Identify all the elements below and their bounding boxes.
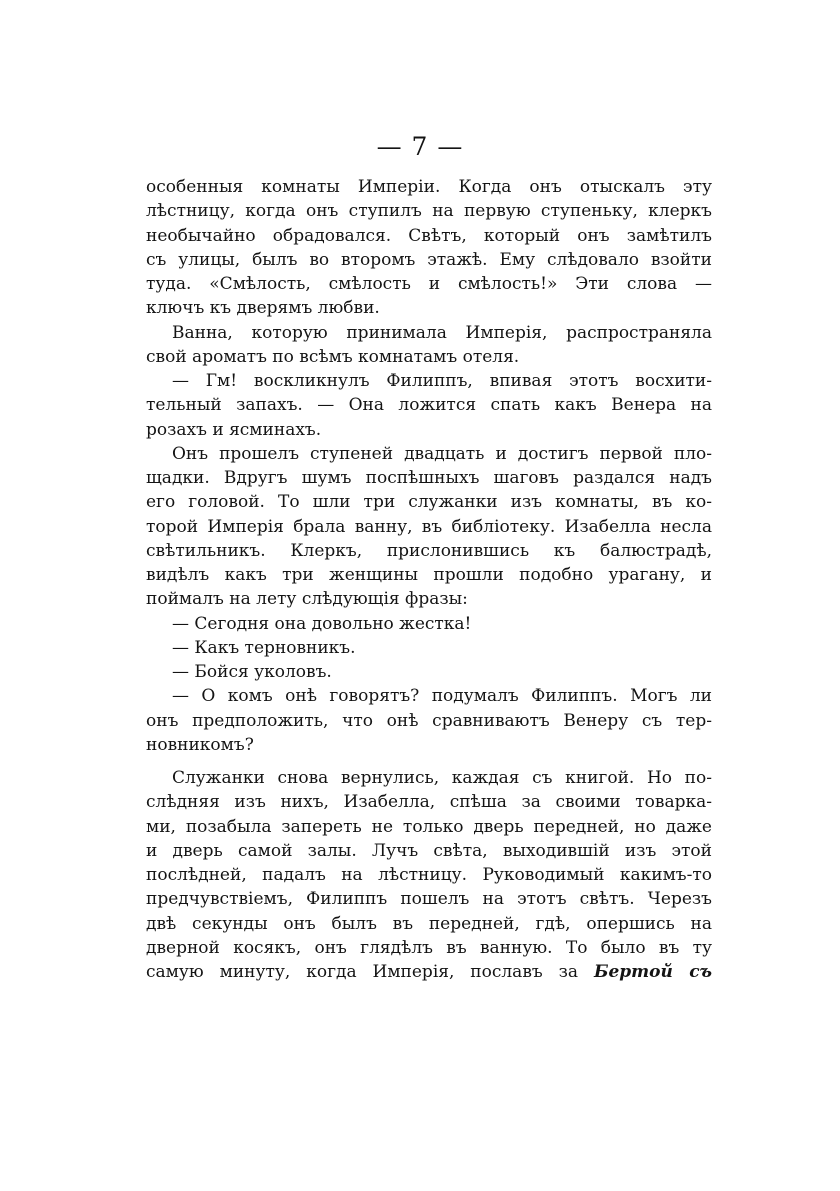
text-line-lead: самую минуту, когда Имперія, пославъ за [146,962,594,982]
text-line: онъ предположить, что онѣ сравниваютъ Венеру съ тер- [146,710,712,731]
text-line: новникомъ? [146,734,254,755]
text-line: Служанки снова вернулись, каждая съ книгой. Но по- [172,768,712,788]
text-line: туда. «Смѣлость, смѣлость и смѣлость!» Эти слова — [146,274,712,294]
text-line: слѣдняя изъ нихъ, Изабелла, спѣша за своими товарка- [146,792,712,813]
text-line: его головой. То шли три служанки изъ комнаты, въ ко- [146,492,712,513]
text-line: дверной косякъ, онъ глядѣлъ въ ванную. То было въ ту [146,937,712,958]
text-line: свѣтильникъ. Клеркъ, прислонившись къ балюстрадѣ, [146,540,712,561]
text-line: — О комъ онѣ говорятъ? подумалъ Филиппъ. Могъ ли [172,686,712,707]
page-number: — 7 — [376,132,464,161]
dialogue-line: — Бойся уколовъ. [172,662,332,682]
text-line: видѣлъ какъ три женщины прошли подобно урагану, и [146,565,712,585]
text-line: Онъ прошелъ ступеней двадцать и достигъ первой пло- [172,443,712,464]
text-line: торой Имперія брала ванну, въ библіотеку. Изабелла несла [146,516,712,537]
text-line: предчувствіемъ, Филиппъ пошелъ на этотъ свѣтъ. Черезъ [146,889,712,910]
text-line: и дверь самой залы. Лучъ свѣта, выходившій изъ этой [146,840,712,861]
text-line: тельный запахъ. — Она ложится спать какъ Венера на [146,395,712,416]
text-line: розахъ и ясминахъ. [146,419,322,440]
text-line: двѣ секунды онъ былъ въ передней, гдѣ, опершись на [146,913,712,934]
text-line: съ улицы, былъ во второмъ этажѣ. Ему слѣдовало взойти [146,249,712,270]
body-text [146,175,712,984]
text-line: ключъ къ дверямъ любви. [146,298,380,319]
text-line: Ванна, которую принимала Имперія, распространяла [172,322,712,343]
text-line-last [146,960,712,984]
text-line: особенныя комнаты Имперіи. Когда онъ отыскалъ эту [146,177,712,197]
italic-name: Бертой съ [593,962,713,982]
text-line: поймалъ на лету слѣдующія фразы: [146,589,468,610]
text-line: ми, позабыла запереть не только дверь передней, но даже [146,816,712,837]
text-line: послѣдней, падалъ на лѣстницу. Руководимый какимъ-то [146,865,712,885]
text-line: лѣстницу, когда онъ ступилъ на первую ступеньку, клеркъ [146,201,712,222]
text-line: свой ароматъ по всѣмъ комнатамъ отеля. [146,346,520,367]
text-line: щадки. Вдругъ шумъ поспѣшныхъ шаговъ раздался надъ [146,468,712,488]
text-line: — Гм! воскликнулъ Филиппъ, впивая этотъ восхити- [172,371,712,391]
dialogue-line: — Какъ терновникъ. [172,637,356,658]
text-line: необычайно обрадовался. Свѣтъ, который онъ замѣтилъ [146,225,712,246]
dialogue-line: — Сегодня она довольно жестка! [172,613,472,634]
